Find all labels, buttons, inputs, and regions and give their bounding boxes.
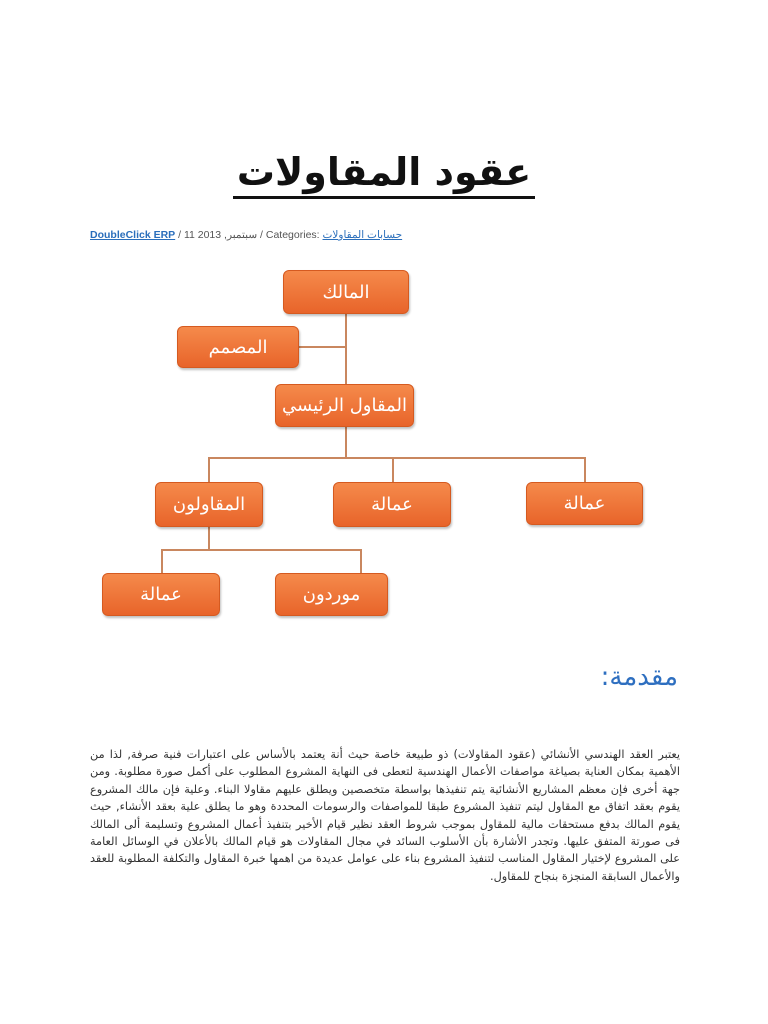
post-date: / 11 2013 ,سبتمبر / Categories: (175, 229, 323, 241)
designer-box: المصمم (177, 326, 299, 368)
main-contractor-box: المقاول الرئيسي (275, 384, 414, 427)
connector-level4-right (360, 549, 362, 574)
connector-level3-left (208, 457, 210, 483)
author-link[interactable]: DoubleClick ERP (90, 229, 176, 241)
connector-level3-right (584, 457, 586, 483)
connector-level3-mid (392, 457, 394, 483)
suppliers-box: موردون (275, 573, 388, 616)
labor-middle-box: عمالة (333, 482, 451, 527)
intro-heading: مقدمة: (600, 662, 678, 692)
connector-owner-down (345, 313, 347, 385)
page-title-text: عقود المقاولات (233, 150, 535, 199)
labor-bottom-box: عمالة (102, 573, 220, 616)
owner-box: المالك (283, 270, 409, 314)
labor-right-box: عمالة (526, 482, 643, 525)
category-link[interactable]: حسابات المقاولات (322, 229, 403, 241)
intro-paragraph: يعتبر العقد الهندسي الأنشائي (عقود المقاولات) ذو طبيعة خاصة حيث أنة يعتمد بالأساس على اعتبارات فنية صرفة, لذا من الأهمية بمكان العناية بصياغة مواصفات الأعمال الهندسية لتعطى فى النهاية المشروع المطلوب على أكمل صورة مطلوبة. ومن جهة أخرى فإن معظم المشاريع الأنشائية يتم تنفيذها بواسطة متخصصين ويطلق عليهم مقاولا البناء. وعلية فإن مالك المشروع يقوم بعقد اتفاق مع المقاول ليتم تنفيذ المشروع طبقا للمواصفات والرسومات المحددة وهو ما يطلق علية بعقد الأنشاء, حيث يقوم المالك بدفع مستحقات مالية للمقاول بموجب شروط العقد نظير قيام الأخير بتنفيذ أعمال المشروع وتسليمة ألى المالك فى صورتة المتفق عليها. وتجدر الأشارة بأن الأسلوب السائد في مجال المقاولات هو قيام المالك بالأعلان في الوسائل العامة على المشروع لإختيار المقاول المناسب لتنفيذ المشروع بناء على عوامل عديدة من اهمها خبرة المقاول والتكلفة المطلوبة للعقد والأعمال السابقة المنجزة بنجاح للمقاول. (90, 748, 680, 883)
connector-level4-left (161, 549, 163, 574)
connector-main-down (345, 426, 347, 458)
connector-designer (299, 346, 346, 348)
subcontractors-box: المقاولون (155, 482, 263, 527)
connector-level4-bar (161, 549, 361, 551)
connector-sub-down (208, 526, 210, 550)
connector-level3-bar (208, 457, 585, 459)
